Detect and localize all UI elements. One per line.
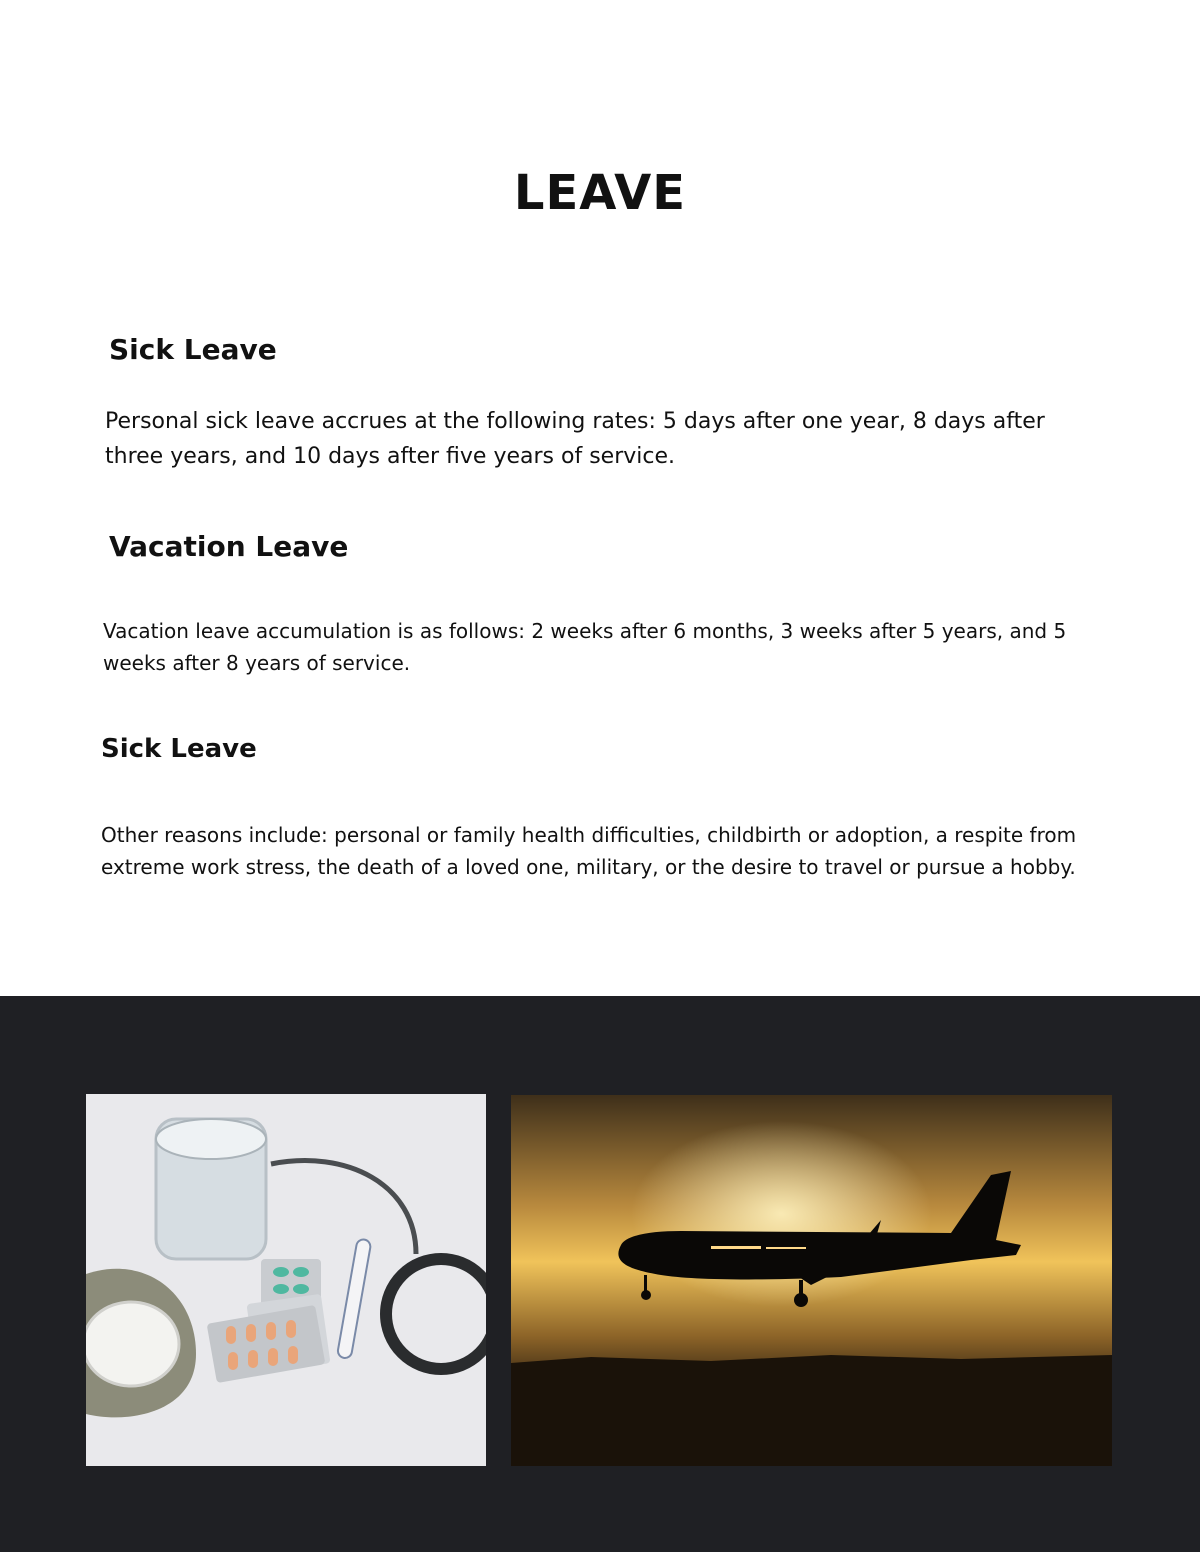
medical-supplies-image: [86, 1094, 486, 1466]
section-heading-sick-leave: Sick Leave: [109, 333, 277, 366]
section-body-other-leave: Other reasons include: personal or family health difficulties, childbirth or adoption, a respite from extreme work stress, the death of a loved one, military, or the desire to travel or pursue a hobby.: [101, 823, 1077, 879]
section-heading-vacation-leave: Vacation Leave: [109, 530, 349, 563]
page-title: LEAVE: [513, 165, 687, 221]
section-body-vacation-leave: Vacation leave accumulation is as follows: 2 weeks after 6 months, 3 weeks after 5 years, and 5 weeks after 8 years of service.: [103, 619, 1067, 675]
airplane-sunset-image: [511, 1095, 1112, 1466]
section-body-sick-leave: Personal sick leave accrues at the following rates: 5 days after one year, 8 days after three years, and 10 days after five years of service.: [105, 409, 1045, 469]
section-heading-other-leave: Sick Leave: [101, 734, 257, 764]
